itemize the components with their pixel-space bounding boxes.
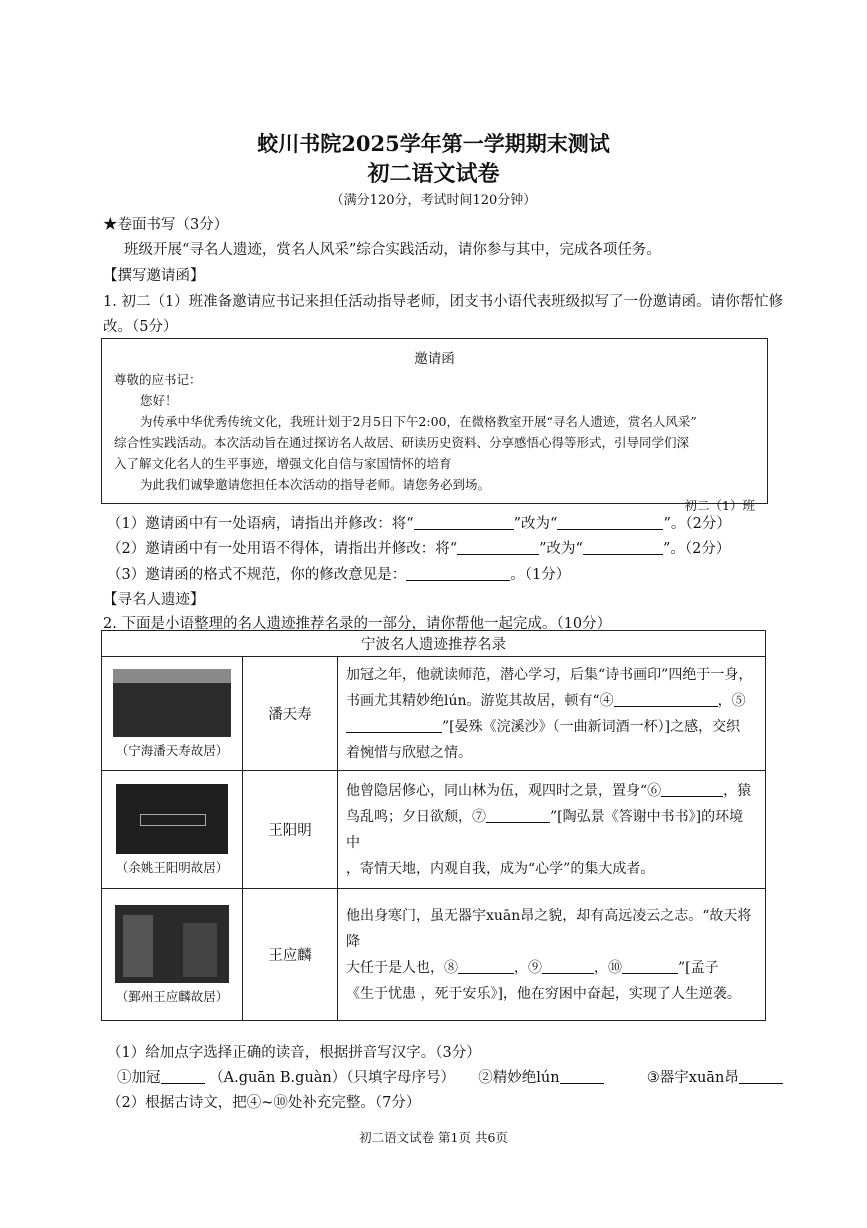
sub-question-2-2: （2）根据古诗文，把④~⑩处补充完整。（7分） [107,1095,421,1111]
letter-paragraph-2: 为此我们诚挚邀请您担任本次活动的指导老师。请您务必到场。 [140,477,491,492]
sub-question-1-3: （3）邀请函的格式不规范，你的修改意见是： 。（1分） [107,567,571,583]
answer-blank[interactable] [560,1069,604,1084]
recommendation-table [101,630,766,1021]
person-name: 潘天寿 [243,657,338,771]
letter-signature: 初二（1）班 [684,498,755,513]
answer-blank[interactable] [622,959,678,974]
answer-blank[interactable] [346,718,442,733]
sub-question-1-2: （2）邀请函中有一处用语不得体，请指出并修改：将“ ”改为“ ”。（2分） [107,541,731,557]
invitation-letter-box [101,338,768,513]
answer-blank[interactable] [161,1069,205,1084]
answer-blank[interactable] [406,566,510,581]
letter-paragraph-1a: 为传承中华优秀传统文化，我班计划于2月5日下午2:00，在微格教室开展“寻名人遗迹，赏名人风采” [140,414,697,429]
photo-caption: （宁海潘天寿故居） [115,742,229,758]
table-row [102,771,766,889]
pronunciation-items: ①加冠 （A.guān B.guàn）（只填字母序号） ②精妙绝lún ③器宇xuān昂 [117,1066,783,1087]
sub-question-2-1: （1）给加点字选择正确的读音，根据拼音写汉字。（3分） [107,1045,481,1061]
person-description: 他曾隐居修心，同山林为伍，观四时之景，置身“⑥ ，猿 鸟乱鸣；夕日欲颓，⑦ ”[陶弘景《答谢中书书》]的环境中 ，寄情天地，内观自我，成为“心学”的集大成者。 [338,771,766,889]
letter-greeting: 您好！ [140,393,178,408]
answer-blank[interactable] [542,959,594,974]
table-title: 宁波名人遗迹推荐名录 [102,631,766,657]
exam-note: （满分120分，考试时间120分钟） [330,193,537,208]
exam-subtitle: 初二语文试卷 [367,161,500,187]
letter-paragraph-1c: 入了解文化名人的生平事迹，增强文化自信与家国情怀的培育 [114,456,452,471]
answer-blank[interactable] [583,540,663,555]
answer-blank[interactable] [739,1069,783,1084]
person-name: 王阳明 [243,771,338,889]
question-2: 2. 下面是小语整理的名人遗迹推荐名录的一部分，请你帮他一起完成。（10分） [103,616,612,632]
answer-blank[interactable] [457,540,539,555]
answer-blank[interactable] [661,782,723,797]
table-row [102,889,766,1021]
section-heading-invitation: 【撰写邀请函】 [103,268,205,284]
person-name: 王应麟 [243,889,338,1021]
page-footer: 初二语文试卷 第1页 共6页 [359,1130,508,1145]
question-1-line-1: 1. 初二（1）班准备邀请应书记来担任活动指导老师，团支书小语代表班级拟写了一份邀请函。请你帮忙修 [103,294,784,310]
question-1-line-2: 改。（5分） [103,319,178,335]
residence-photo [115,905,229,983]
answer-blank[interactable] [486,808,550,823]
exam-title: 蛟川书院2025学年第一学期期末测试 [257,131,610,156]
intro-text: 班级开展“寻名人遗迹，赏名人风采”综合实践活动，请你参与其中，完成各项任务。 [124,242,661,258]
answer-blank[interactable] [458,959,514,974]
sub-question-1-1: （1）邀请函中有一处语病，请指出并修改：将“ ”改为“ ”。（2分） [107,516,731,532]
person-description: 他出身寒门，虽无器宇xuān昂之貌，却有高远凌云之志。“故天将降 大任于是人也，⑧ ，⑨ ，⑩ ”[孟子 《生于忧患 ，死于安乐》]，他在穷困中奋起，实现了人生逆袭。 [338,889,766,1021]
answer-blank[interactable] [414,515,514,530]
answer-blank[interactable] [614,692,718,707]
residence-photo [113,669,231,737]
section-heading-relics: 【寻名人遗迹】 [103,592,205,608]
letter-title: 邀请函 [414,351,455,367]
answer-blank[interactable] [557,515,663,530]
letter-salutation: 尊敬的应书记： [114,372,202,387]
table-row [102,657,766,771]
photo-caption: （鄞州王应麟故居） [115,988,229,1004]
residence-photo [116,784,228,854]
handwriting-note: ★卷面书写（3分） [103,217,229,233]
photo-caption: （余姚王阳明故居） [115,859,229,875]
person-description: 加冠之年，他就读师范，潜心学习，后集“诗书画印”四绝于一身， 书画尤其精妙绝lún。游览其故居，顿有“④ ，⑤ ”[晏殊《浣溪沙》（一曲新词酒一杯）]之感，交织 着惋惜与欣慰之情。 [338,657,766,771]
letter-paragraph-1b: 综合性实践活动。本次活动旨在通过探访名人故居、研读历史资料、分享感悟心得等形式，引导同学们深 [114,435,690,450]
